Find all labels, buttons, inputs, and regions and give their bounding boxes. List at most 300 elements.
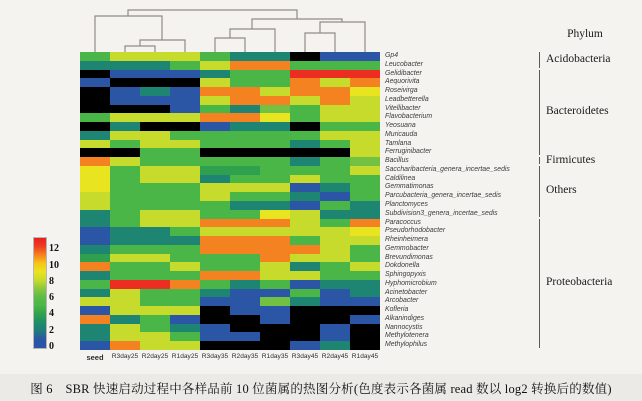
heatmap-cell — [110, 262, 140, 271]
heatmap-cell — [200, 332, 230, 341]
phylum-label: Proteobacteria — [546, 276, 613, 289]
heatmap-cell — [320, 78, 350, 87]
heatmap-cell — [260, 70, 290, 79]
heatmap-cell — [290, 78, 320, 87]
heatmap-cell — [80, 70, 110, 79]
dendrogram-link — [128, 10, 297, 19]
phylum-bracket — [539, 166, 540, 217]
heatmap-cell — [80, 341, 110, 350]
heatmap-cell — [170, 236, 200, 245]
color-scale-tick: 2 — [49, 324, 54, 336]
heatmap-cell — [350, 183, 380, 192]
heatmap-cell — [290, 297, 320, 306]
heatmap-cell — [230, 306, 260, 315]
heatmap-cell — [140, 201, 170, 210]
genus-label: Kofleria — [385, 306, 409, 314]
heatmap-cell — [230, 227, 260, 236]
heatmap-cell — [140, 131, 170, 140]
heatmap-cell — [230, 245, 260, 254]
heatmap-cell — [290, 289, 320, 298]
heatmap-cell — [320, 306, 350, 315]
heatmap-cell — [230, 297, 260, 306]
heatmap-cell — [290, 254, 320, 263]
heatmap-cell — [260, 122, 290, 131]
heatmap-cell — [200, 210, 230, 219]
heatmap-cell — [200, 254, 230, 263]
color-scale-tick: 6 — [49, 292, 54, 304]
heatmap-cell — [350, 157, 380, 166]
heatmap-cell — [350, 306, 380, 315]
heatmap-cell — [290, 236, 320, 245]
heatmap-cell — [170, 175, 200, 184]
genus-label: Gemmatimonas — [385, 183, 434, 191]
heatmap-cell — [320, 192, 350, 201]
heatmap-cell — [320, 131, 350, 140]
heatmap-cell — [170, 87, 200, 96]
heatmap-cell — [110, 324, 140, 333]
genus-label: Brevundimonas — [385, 253, 433, 261]
heatmap-cell — [320, 96, 350, 105]
dendrogram-link — [215, 38, 245, 52]
heatmap-cell — [200, 157, 230, 166]
heatmap-cell — [110, 140, 140, 149]
heatmap-cell — [350, 271, 380, 280]
heatmap-cell — [230, 96, 260, 105]
heatmap-cell — [140, 192, 170, 201]
color-scale-tick: 10 — [49, 259, 59, 271]
heatmap-cell — [140, 96, 170, 105]
heatmap-cell — [200, 341, 230, 350]
heatmap-cell — [230, 192, 260, 201]
sample-label: R1day35 — [261, 353, 289, 360]
heatmap-cell — [170, 201, 200, 210]
heatmap-cell — [170, 332, 200, 341]
heatmap-cell — [260, 210, 290, 219]
heatmap-cell — [260, 271, 290, 280]
heatmap-cell — [290, 87, 320, 96]
heatmap-cell — [260, 96, 290, 105]
heatmap-cell — [260, 148, 290, 157]
heatmap-cell — [110, 280, 140, 289]
heatmap-cell — [200, 131, 230, 140]
heatmap-cell — [80, 113, 110, 122]
heatmap-cell — [80, 105, 110, 114]
heatmap-cell — [320, 236, 350, 245]
heatmap-cell — [290, 122, 320, 131]
heatmap-cell — [110, 52, 140, 61]
heatmap-cell — [170, 306, 200, 315]
heatmap-cell — [230, 219, 260, 228]
heatmap-cell — [140, 289, 170, 298]
heatmap-cell — [230, 166, 260, 175]
genus-label: Dokdonella — [385, 262, 420, 270]
heatmap-cell — [200, 324, 230, 333]
heatmap-cell — [290, 166, 320, 175]
dendrogram-link — [252, 19, 342, 29]
heatmap-cell — [260, 192, 290, 201]
heatmap-cell — [110, 306, 140, 315]
heatmap-cell — [350, 122, 380, 131]
color-scale-tick: 0 — [49, 341, 54, 352]
heatmap-cell — [230, 271, 260, 280]
heatmap-cell — [290, 175, 320, 184]
heatmap-cell — [110, 183, 140, 192]
heatmap-cell — [170, 166, 200, 175]
heatmap-cell — [170, 245, 200, 254]
heatmap-cell — [200, 87, 230, 96]
heatmap-cell — [290, 131, 320, 140]
heatmap-cell — [320, 271, 350, 280]
heatmap-cell — [350, 201, 380, 210]
dendrogram-link — [320, 22, 365, 52]
heatmap-cell — [140, 157, 170, 166]
heatmap-cell — [200, 166, 230, 175]
heatmap-cell — [320, 280, 350, 289]
heatmap-cell — [230, 332, 260, 341]
heatmap-cell — [230, 70, 260, 79]
phylum-bracket — [539, 70, 540, 156]
sample-label: R2day25 — [141, 353, 169, 360]
sample-label: R1day45 — [351, 353, 379, 360]
heatmap-cell — [200, 297, 230, 306]
heatmap-cell — [350, 245, 380, 254]
genus-label: Hyphomicrobium — [385, 279, 437, 287]
genus-label: Acinetobacter — [385, 288, 428, 296]
heatmap-cell — [260, 245, 290, 254]
heatmap-cell — [350, 192, 380, 201]
heatmap-cell — [350, 52, 380, 61]
heatmap-cell — [200, 236, 230, 245]
heatmap-cell — [260, 78, 290, 87]
genus-label: Flavobacterium — [385, 113, 433, 121]
genus-label: Alkanindiges — [385, 314, 425, 322]
phylum-label: Bacteroidetes — [546, 105, 609, 118]
heatmap-cell — [350, 131, 380, 140]
heatmap-cell — [230, 52, 260, 61]
heatmap-cell — [290, 271, 320, 280]
heatmap-cell — [200, 113, 230, 122]
heatmap-cell — [350, 341, 380, 350]
heatmap-cell — [80, 324, 110, 333]
heatmap-cell — [350, 289, 380, 298]
heatmap-cell — [80, 166, 110, 175]
heatmap-cell — [230, 87, 260, 96]
phylum-bracket — [539, 219, 540, 348]
heatmap-cell — [320, 122, 350, 131]
heatmap-cell — [230, 78, 260, 87]
heatmap-cell — [290, 183, 320, 192]
genus-label: Caldilinea — [385, 174, 416, 182]
heatmap-cell — [290, 105, 320, 114]
heatmap-cell — [170, 219, 200, 228]
heatmap-cell — [170, 289, 200, 298]
sample-label: R3day45 — [291, 353, 319, 360]
dendrogram-link — [230, 29, 275, 52]
heatmap-cell — [200, 315, 230, 324]
heatmap-cell — [170, 113, 200, 122]
heatmap-cell — [260, 262, 290, 271]
heatmap-cell — [350, 105, 380, 114]
heatmap-cell — [140, 315, 170, 324]
heatmap-cell — [80, 227, 110, 236]
heatmap-cell — [350, 140, 380, 149]
heatmap-cell — [230, 175, 260, 184]
heatmap-cell — [350, 297, 380, 306]
heatmap-cell — [200, 52, 230, 61]
heatmap-cell — [170, 96, 200, 105]
heatmap-cell — [200, 192, 230, 201]
heatmap-cell — [140, 227, 170, 236]
heatmap-cell — [320, 157, 350, 166]
heatmap-cell — [170, 122, 200, 131]
heatmap-cell — [200, 140, 230, 149]
heatmap-cell — [140, 87, 170, 96]
genus-label: Planctomyces — [385, 201, 428, 208]
heatmap-cell — [230, 113, 260, 122]
heatmap-cell — [140, 245, 170, 254]
heatmap-cell — [200, 289, 230, 298]
heatmap-cell — [80, 192, 110, 201]
genus-label: Bacillus — [385, 157, 409, 165]
heatmap-cell — [80, 280, 110, 289]
heatmap-cell — [320, 87, 350, 96]
phylum-bracket — [539, 52, 540, 68]
heatmap-cell — [230, 324, 260, 333]
heatmap-cell — [80, 306, 110, 315]
heatmap-cell — [140, 166, 170, 175]
heatmap-cell — [320, 201, 350, 210]
heatmap-cell — [140, 113, 170, 122]
heatmap-cell — [230, 148, 260, 157]
heatmap-cell — [80, 289, 110, 298]
heatmap-cell — [260, 113, 290, 122]
heatmap-cell — [200, 306, 230, 315]
heatmap-cell — [110, 289, 140, 298]
heatmap-cell — [80, 315, 110, 324]
heatmap-cell — [290, 61, 320, 70]
heatmap-cell — [110, 236, 140, 245]
genus-label: Methylophilus — [385, 341, 428, 349]
heatmap-cell — [80, 131, 110, 140]
heatmap-cell — [230, 157, 260, 166]
heatmap-cell — [170, 280, 200, 289]
heatmap-grid — [80, 52, 380, 350]
color-scale-tick: 4 — [49, 308, 54, 320]
heatmap-cell — [260, 289, 290, 298]
heatmap-cell — [170, 341, 200, 350]
heatmap-cell — [140, 254, 170, 263]
heatmap-cell — [230, 262, 260, 271]
heatmap-cell — [170, 227, 200, 236]
genus-label: Saccharibacteria_genera_incertae_sedis — [385, 165, 510, 173]
heatmap-cell — [80, 271, 110, 280]
heatmap-cell — [230, 210, 260, 219]
heatmap-cell — [320, 105, 350, 114]
heatmap-cell — [170, 183, 200, 192]
heatmap-cell — [200, 245, 230, 254]
heatmap-cell — [80, 96, 110, 105]
heatmap-cell — [110, 245, 140, 254]
heatmap-cell — [200, 201, 230, 210]
heatmap-cell — [260, 315, 290, 324]
heatmap-cell — [230, 315, 260, 324]
heatmap-cell — [200, 219, 230, 228]
heatmap-cell — [80, 148, 110, 157]
heatmap-cell — [260, 52, 290, 61]
genus-label: Leucobacter — [385, 60, 423, 68]
heatmap-cell — [140, 332, 170, 341]
heatmap-cell — [170, 140, 200, 149]
heatmap-cell — [200, 148, 230, 157]
heatmap-cell — [140, 236, 170, 245]
heatmap-cell — [170, 61, 200, 70]
genus-label: Rheinheimera — [385, 236, 428, 244]
heatmap-cell — [350, 219, 380, 228]
heatmap-cell — [170, 192, 200, 201]
heatmap-cell — [350, 113, 380, 122]
figure-caption: 图 6 SBR 快速启动过程中各样品前 10 位菌属的热图分析(色度表示各菌属 read 数以 log2 转换后的数值) — [30, 382, 612, 396]
heatmap-cell — [290, 315, 320, 324]
genus-label: Arcobacter — [385, 297, 419, 305]
heatmap-cell — [260, 227, 290, 236]
heatmap-cell — [80, 78, 110, 87]
heatmap-cell — [320, 315, 350, 324]
heatmap-cell — [230, 131, 260, 140]
heatmap-cell — [290, 96, 320, 105]
heatmap-cell — [170, 131, 200, 140]
heatmap-cell — [320, 210, 350, 219]
heatmap-cell — [140, 70, 170, 79]
sample-label: R3day35 — [201, 353, 229, 360]
heatmap-cell — [140, 105, 170, 114]
heatmap-cell — [260, 87, 290, 96]
heatmap-cell — [260, 166, 290, 175]
heatmap-cell — [350, 78, 380, 87]
heatmap-cell — [320, 166, 350, 175]
heatmap-cell — [200, 183, 230, 192]
heatmap-cell — [350, 262, 380, 271]
heatmap-cell — [140, 122, 170, 131]
sample-label: R2day45 — [321, 353, 349, 360]
heatmap-cell — [170, 271, 200, 280]
heatmap-cell — [140, 306, 170, 315]
heatmap-cell — [260, 219, 290, 228]
phylum-header: Phylum — [567, 28, 603, 40]
heatmap-cell — [350, 227, 380, 236]
heatmap-cell — [200, 96, 230, 105]
heatmap-cell — [260, 175, 290, 184]
heatmap-cell — [110, 87, 140, 96]
heatmap-cell — [320, 254, 350, 263]
heatmap-cell — [80, 297, 110, 306]
heatmap-cell — [260, 236, 290, 245]
heatmap-cell — [80, 157, 110, 166]
phylum-label: Firmicutes — [546, 153, 596, 166]
heatmap-cell — [320, 70, 350, 79]
heatmap-cell — [290, 219, 320, 228]
heatmap-cell — [290, 324, 320, 333]
genus-label: Aequorivita — [385, 78, 420, 86]
heatmap-cell — [170, 324, 200, 333]
heatmap-cell — [140, 262, 170, 271]
heatmap-cell — [230, 105, 260, 114]
heatmap-cell — [110, 113, 140, 122]
heatmap-cell — [80, 140, 110, 149]
heatmap-cell — [290, 113, 320, 122]
sample-label-row — [80, 353, 380, 363]
heatmap-cell — [110, 341, 140, 350]
heatmap-cell — [200, 280, 230, 289]
heatmap-cell — [110, 254, 140, 263]
heatmap-cell — [320, 297, 350, 306]
heatmap-cell — [320, 262, 350, 271]
heatmap-cell — [110, 96, 140, 105]
heatmap-cell — [110, 175, 140, 184]
genus-label: Vitellibacter — [385, 104, 421, 112]
heatmap-cell — [260, 140, 290, 149]
genus-label: Tamlana — [385, 139, 412, 147]
genus-label: Muricauda — [385, 130, 418, 138]
genus-label: Gp4 — [385, 52, 399, 59]
heatmap-cell — [350, 70, 380, 79]
heatmap-cell — [110, 148, 140, 157]
genus-label-column — [385, 52, 545, 350]
heatmap-cell — [110, 122, 140, 131]
heatmap-cell — [170, 105, 200, 114]
genus-label: Sphingopyxis — [385, 271, 426, 279]
heatmap-cell — [140, 183, 170, 192]
heatmap-cell — [140, 52, 170, 61]
heatmap-cell — [320, 289, 350, 298]
phylum-bracket — [539, 157, 540, 164]
heatmap-cell — [200, 262, 230, 271]
heatmap-cell — [170, 78, 200, 87]
heatmap-cell — [230, 289, 260, 298]
heatmap-cell — [110, 271, 140, 280]
genus-label: Roseivirga — [385, 87, 418, 95]
heatmap-cell — [80, 183, 110, 192]
heatmap-cell — [290, 148, 320, 157]
heatmap-cell — [260, 105, 290, 114]
heatmap-cell — [350, 254, 380, 263]
heatmap-cell — [260, 280, 290, 289]
heatmap-cell — [140, 280, 170, 289]
heatmap-cell — [80, 201, 110, 210]
heatmap-cell — [140, 140, 170, 149]
heatmap-cell — [80, 52, 110, 61]
heatmap-cell — [140, 61, 170, 70]
heatmap-cell — [230, 61, 260, 70]
heatmap-cell — [230, 122, 260, 131]
heatmap-cell — [80, 245, 110, 254]
heatmap-cell — [350, 148, 380, 157]
heatmap-cell — [170, 52, 200, 61]
heatmap-cell — [260, 306, 290, 315]
heatmap-cell — [140, 341, 170, 350]
heatmap-cell — [350, 61, 380, 70]
heatmap-cell — [140, 297, 170, 306]
heatmap-cell — [80, 332, 110, 341]
heatmap-cell — [140, 78, 170, 87]
heatmap-cell — [290, 201, 320, 210]
heatmap-cell — [350, 332, 380, 341]
genus-label: Gemmobacter — [385, 244, 429, 252]
heatmap-cell — [290, 332, 320, 341]
genus-label: Paracoccus — [385, 218, 422, 226]
phylum-label: Acidobacteria — [546, 52, 611, 65]
heatmap-cell — [80, 61, 110, 70]
heatmap-cell — [140, 175, 170, 184]
